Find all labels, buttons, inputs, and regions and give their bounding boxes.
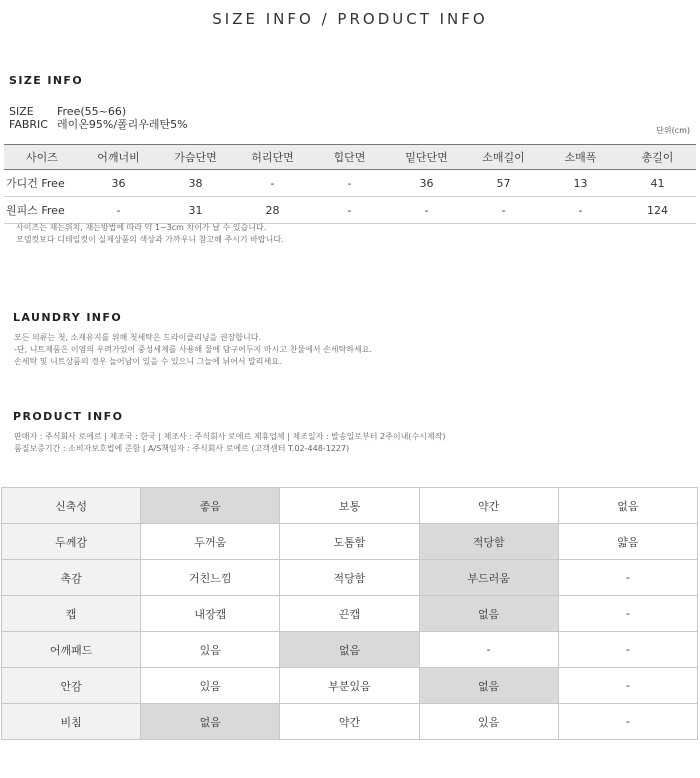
property-name: 신축성 <box>2 488 141 524</box>
property-option: 있음 <box>141 632 280 668</box>
property-name: 안감 <box>2 668 141 704</box>
size-info-heading: SIZE INFO <box>9 74 84 87</box>
property-option-selected: 없음 <box>141 704 280 740</box>
product-info-heading: PRODUCT INFO <box>13 410 124 423</box>
table-cell: - <box>465 197 542 224</box>
size-label: SIZE <box>9 105 34 118</box>
table-row <box>4 170 696 197</box>
header-cell: 총길이 <box>619 145 696 170</box>
product-properties-table <box>1 487 698 740</box>
property-option: - <box>558 704 697 740</box>
fabric-label: FABRIC <box>9 118 48 131</box>
property-name: 캡 <box>2 596 141 632</box>
size-notes <box>16 222 284 246</box>
property-row <box>2 704 698 740</box>
table-cell: 원피스 Free <box>4 197 80 224</box>
table-cell: - <box>80 197 157 224</box>
property-option: 없음 <box>558 488 697 524</box>
table-cell: 41 <box>619 170 696 197</box>
laundry-info-heading: LAUNDRY INFO <box>13 311 123 324</box>
table-cell: 가디건 Free <box>4 170 80 197</box>
header-cell: 힙단면 <box>311 145 388 170</box>
header-cell: 밑단단면 <box>388 145 465 170</box>
property-option-selected: 좋음 <box>141 488 280 524</box>
page-title: SIZE INFO / PRODUCT INFO <box>212 10 488 28</box>
property-option: - <box>558 560 697 596</box>
property-option-selected: 없음 <box>419 668 558 704</box>
table-cell: - <box>234 170 311 197</box>
table-row <box>4 197 696 224</box>
header-cell: 사이즈 <box>4 145 80 170</box>
table-cell: 36 <box>388 170 465 197</box>
fabric-value: 레이온95%/폴리우레탄5% <box>57 118 188 131</box>
laundry-notes <box>14 332 372 368</box>
property-option: 끈캡 <box>280 596 419 632</box>
property-option: 약간 <box>419 488 558 524</box>
property-option: 두꺼움 <box>141 524 280 560</box>
table-cell: - <box>388 197 465 224</box>
property-option: 도톰함 <box>280 524 419 560</box>
header-cell: 허리단면 <box>234 145 311 170</box>
property-option: - <box>558 632 697 668</box>
header-cell: 소매길이 <box>465 145 542 170</box>
table-cell: - <box>542 197 619 224</box>
table-cell: 36 <box>80 170 157 197</box>
property-option-selected: 없음 <box>419 596 558 632</box>
table-cell: - <box>311 170 388 197</box>
header-cell: 소매폭 <box>542 145 619 170</box>
property-option: 있음 <box>141 668 280 704</box>
property-option: 얇음 <box>558 524 697 560</box>
property-option: 보통 <box>280 488 419 524</box>
property-option-selected: 적당함 <box>419 524 558 560</box>
table-cell: 38 <box>157 170 234 197</box>
header-cell: 가슴단면 <box>157 145 234 170</box>
property-row <box>2 524 698 560</box>
property-name: 비침 <box>2 704 141 740</box>
property-name: 두께감 <box>2 524 141 560</box>
property-option: - <box>558 596 697 632</box>
note-line: 사이즈는 재는위치, 재는방법에 따라 약 1~3cm 차이가 날 수 있습니다. <box>16 223 267 232</box>
note-line: 판매자 : 주식회사 로에르 | 제조국 : 한국 | 제조사 : 주식회사 로에르 제휴업체 | 제조일자 : 발송일로부터 2주이내(수시제작) <box>14 432 446 441</box>
property-option: 적당함 <box>280 560 419 596</box>
table-cell: 124 <box>619 197 696 224</box>
note-line: 모든 의류는 첫, 소재유지를 위해 첫세탁은 드라이클리닝을 권장합니다. <box>14 333 261 342</box>
table-cell: 57 <box>465 170 542 197</box>
size-row <box>9 105 188 118</box>
fabric-row <box>9 118 188 131</box>
property-option-selected: 없음 <box>280 632 419 668</box>
property-row <box>2 596 698 632</box>
size-spec <box>9 105 188 131</box>
property-option-selected: 부드러움 <box>419 560 558 596</box>
table-cell: 31 <box>157 197 234 224</box>
size-table-header <box>4 145 696 170</box>
note-line: -단, 니트제품은 이염의 우려가있어 중성세제를 사용해 물에 담구어두지 마시고 찬물에서 손세탁하세요. <box>14 345 372 354</box>
unit-label: 단위(cm) <box>656 126 690 135</box>
note-line: 모델컷보다 디테일컷이 실제상품의 색상과 가까우니 참고해 주시기 바랍니다. <box>16 235 284 244</box>
property-row <box>2 488 698 524</box>
note-line: 손세탁 및 니트상품의 경우 늘어남이 있을 수 있으니 그늘에 뉘어서 말리세요. <box>14 357 282 366</box>
table-cell: 13 <box>542 170 619 197</box>
property-option: 내장캡 <box>141 596 280 632</box>
size-value: Free(55~66) <box>57 105 127 118</box>
property-option: - <box>419 632 558 668</box>
property-name: 촉감 <box>2 560 141 596</box>
header-cell: 어깨너비 <box>80 145 157 170</box>
property-row <box>2 560 698 596</box>
property-option: 있음 <box>419 704 558 740</box>
table-cell: - <box>311 197 388 224</box>
property-option: 약간 <box>280 704 419 740</box>
property-option: - <box>558 668 697 704</box>
property-row <box>2 668 698 704</box>
size-table <box>4 144 696 224</box>
note-line: 품질보증기간 : 소비자보호법에 준함 | A/S책임자 : 주식회사 로에르 (고객센터 T.02-448-1227) <box>14 444 350 453</box>
property-row <box>2 632 698 668</box>
property-option: 거친느낌 <box>141 560 280 596</box>
table-cell: 28 <box>234 197 311 224</box>
property-name: 어깨패드 <box>2 632 141 668</box>
product-notes <box>14 431 445 455</box>
property-option: 부분있음 <box>280 668 419 704</box>
